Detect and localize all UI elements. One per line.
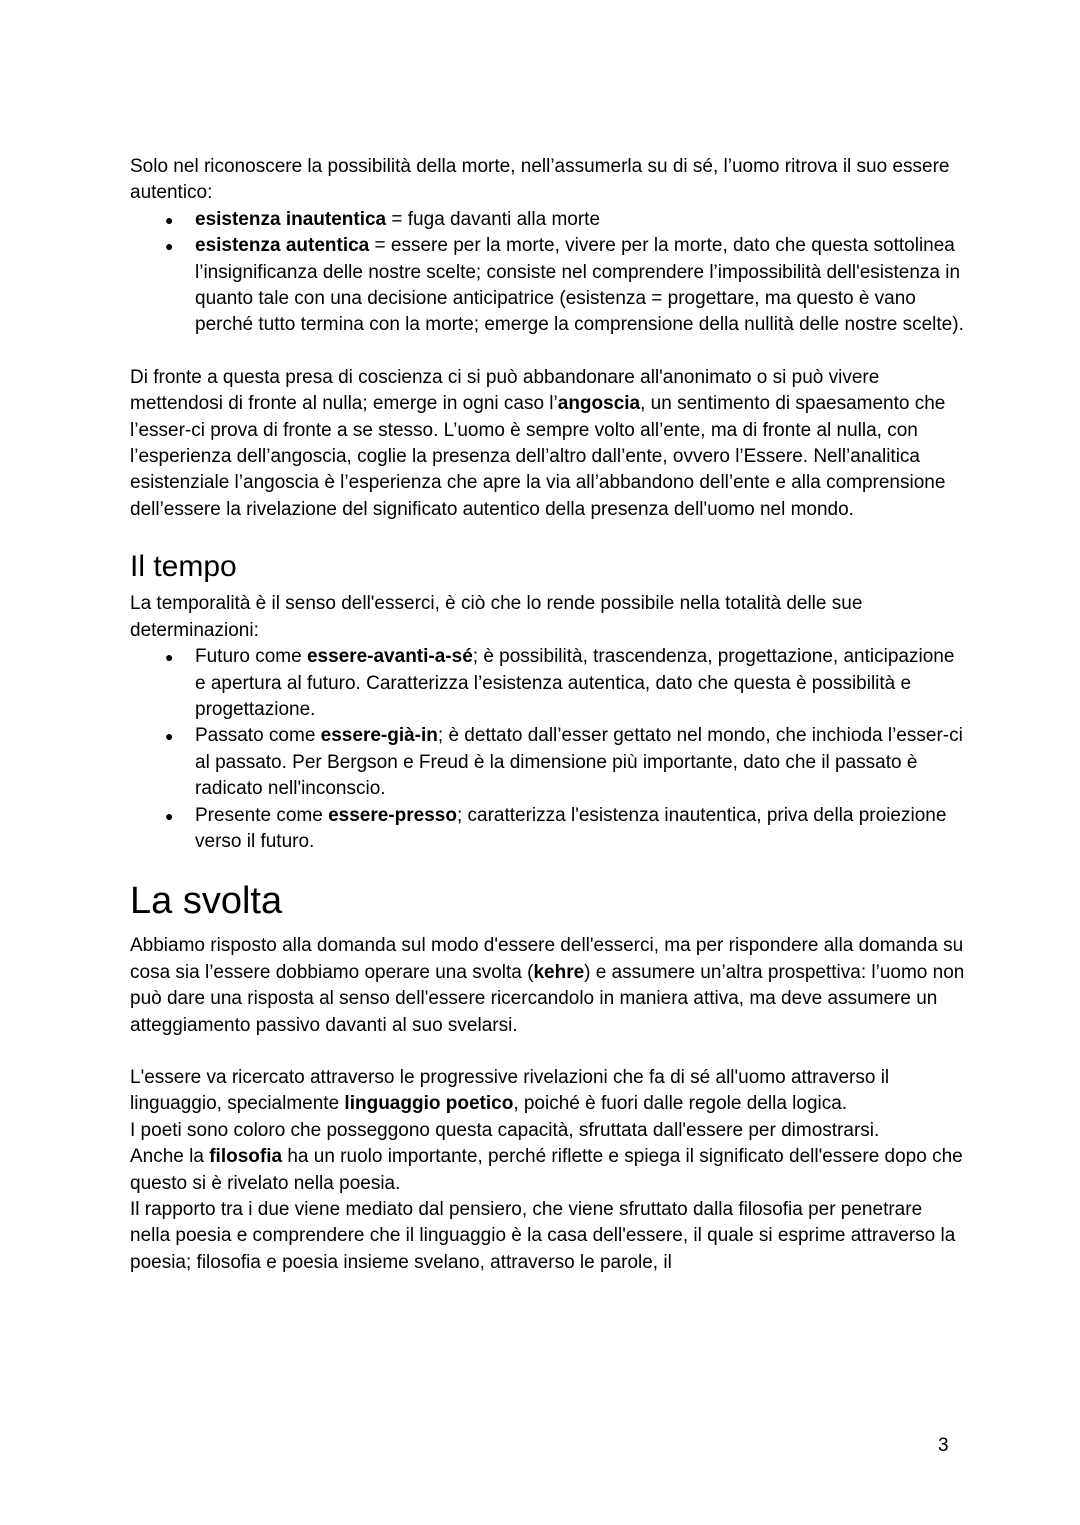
list-item-text: ; caratterizza l'esistenza inautentica, priva della proiezione verso il futuro. [195, 804, 947, 852]
paragraph-text: , poiché è fuori dalle regole della logica. [513, 1093, 848, 1115]
list-item [195, 723, 965, 802]
filosofia-paragraph [130, 1144, 965, 1197]
paragraph-text: ) e assumere un’altra prospettiva: l’uomo non può dare una risposta al senso dell'essere ricercandolo in maniera attiva, ma deve assumere un atteggiamento passivo davanti al suo svelarsi. [130, 961, 965, 1036]
intro-paragraph: Solo nel riconoscere la possibilità della morte, nell’assumerla su di sé, l’uomo ritrova il suo essere autentico: [130, 156, 950, 204]
paragraph-spacer [130, 339, 965, 365]
paragraph-spacer [130, 1039, 965, 1065]
paragraph-text: ha un ruolo importante, perché riflette e spiega il significato dell'essere dopo che questo si è rivelato nella poesia. [130, 1146, 963, 1194]
term-bold: essere-avanti-a-sé [306, 646, 473, 668]
existence-list [130, 207, 965, 339]
list-item-text: = fuga davanti alla morte [386, 208, 601, 230]
term-bold: angoscia [557, 393, 641, 415]
term-bold: essere-presso [328, 804, 457, 826]
list-item-text: Passato come [195, 725, 321, 747]
paragraph-text: Di fronte a questa presa di coscienza ci si può abbandonare all'anonimato o si può vivere mettendosi di fronte al nulla; emerge in ogni caso l’ [130, 366, 880, 415]
term-bold: linguaggio poetico [344, 1093, 514, 1115]
list-item-text: Presente come [195, 804, 329, 826]
page-number: 3 [938, 1435, 949, 1456]
temporality-list [130, 644, 965, 855]
list-item [195, 233, 965, 339]
paragraph-text: L'essere va ricercato attraverso le progressive rivelazioni che fa di sé all'uomo attraverso il linguaggio, specialmente [130, 1066, 890, 1115]
term-bold: esistenza inautentica [195, 208, 387, 230]
list-item-text: Futuro come [195, 646, 307, 668]
tempo-intro-paragraph: La temporalità è il senso dell'esserci, è ciò che lo rende possibile nella totalità delle sue determinazioni: [130, 593, 863, 641]
list-item [195, 803, 965, 856]
term-bold: essere-già-in [320, 725, 438, 747]
paragraph-text: Anche la [130, 1146, 210, 1168]
section-heading-tempo: Il tempo [130, 550, 237, 584]
svolta-paragraph [130, 933, 965, 1039]
term-bold: kehre [533, 961, 585, 983]
term-bold: esistenza autentica [195, 235, 370, 257]
page-content [130, 154, 965, 1276]
linguaggio-paragraph [130, 1065, 965, 1118]
rapporto-paragraph: Il rapporto tra i due viene mediato dal pensiero, che viene sfruttato dalla filosofia per penetrare nella poesia e comprendere che il linguaggio è la casa dell'essere, il quale si esprime attraverso la poesia; filosofia e poesia insieme svelano, attraverso le parole, il [130, 1199, 956, 1273]
list-item-text: = essere per la morte, vivere per la morte, dato che questa sottolinea l’insignificanza delle nostre scelte; consiste nel comprendere l’impossibilità dell'esistenza in quanto tale con una decisione anticipatrice (esistenza = progettare, ma questo è vano perché tutto termina con la morte; emerge la comprensione della nullità delle nostre scelte). [195, 235, 964, 336]
list-item [195, 207, 965, 233]
term-bold: filosofia [209, 1146, 283, 1168]
poeti-paragraph: I poeti sono coloro che posseggono questa capacità, sfruttata dall'essere per dimostrarsi. [130, 1119, 880, 1141]
section-heading-svolta: La svolta [130, 880, 283, 923]
paragraph-text: Abbiamo risposto alla domanda sul modo d'essere dell'esserci, ma per rispondere alla domanda su cosa sia l’essere dobbiamo operare una svolta ( [130, 935, 964, 983]
list-item-text: ; è dettato dall’esser gettato nel mondo, che inchioda l’esser-ci al passato. Per Bergson e Freud è la dimensione più importante, dato che il passato è radicato nell'inconscio. [195, 725, 963, 800]
list-item-text: ; è possibilità, trascendenza, progettazione, anticipazione e apertura al futuro. Caratterizza l’esistenza autentica, dato che questa è possibilità e progettazione. [195, 646, 955, 720]
paragraph-text: , un sentimento di spaesamento che l’esser-ci prova di fronte a se stesso. L’uomo è sempre volto all’ente, ma di fronte al nulla, con l’esperienza dell’angoscia, coglie la presenza dell’altro dall’ente, ovvero l’Essere. Nell’analitica esistenziale l’angoscia è l’esperienza che apre la via all’abbandono dell’ente e alla comprensione dell’essere la rivelazione del significato autentico della presenza dell'uomo nel mondo. [130, 393, 946, 520]
list-item [195, 644, 965, 723]
angoscia-paragraph [130, 365, 965, 523]
